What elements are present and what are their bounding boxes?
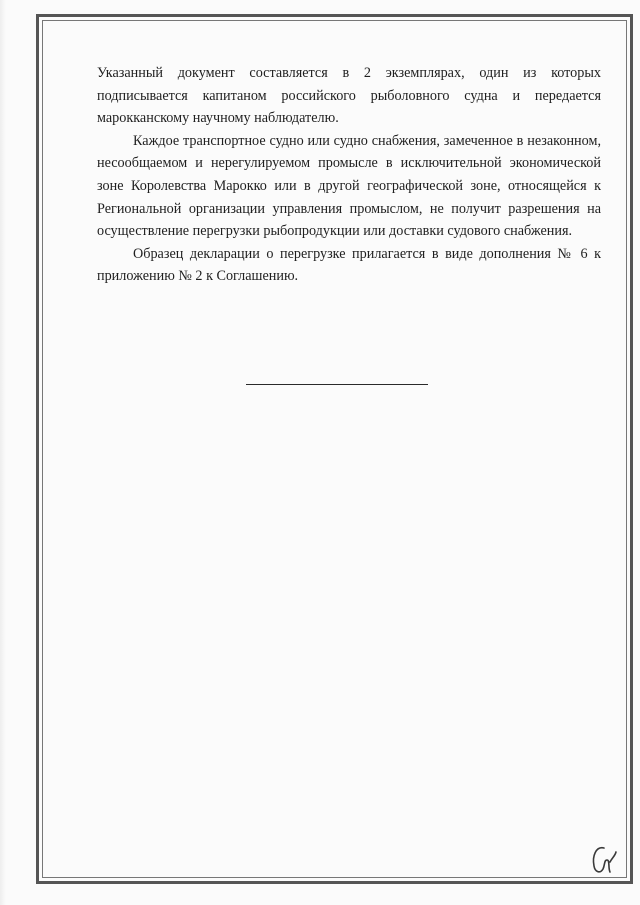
paragraph-declaration-sample: Образец декларации о перегрузке прилагается в виде дополнения № 6 к приложению № 2 к Соглашению. [97, 245, 601, 285]
document-body [97, 62, 601, 288]
end-separator-line [246, 384, 428, 385]
paragraph-copies: Указанный документ составляется в 2 экземплярах, один из которых подписывается капитаном российского рыболовного судна и передается марокканскому научному наблюдателю. [97, 65, 601, 127]
paragraph-iuu-vessels: Каждое транспортное судно или судно снабжения, замеченное в незаконном, несообщаемом и нерегулируемом промысле в исключительной экономической зоне Королевства Марокко или в другой географической зоне, относящейся к Региональной организации управления промыслом, не получит разрешения на осуществление перегрузки рыбопродукции или доставки судового снабжения. [97, 132, 601, 240]
scan-edge-shadow [0, 0, 6, 905]
handwritten-initials-icon [590, 842, 618, 878]
